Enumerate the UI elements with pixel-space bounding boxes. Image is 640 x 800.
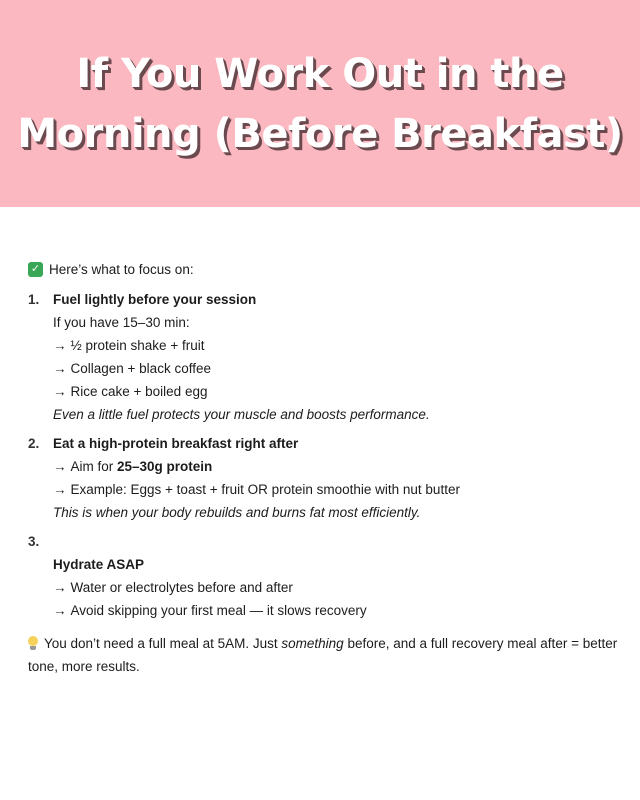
arrow-icon: → (53, 361, 67, 376)
article-body (28, 258, 628, 678)
arrow-icon: → (53, 338, 67, 353)
intro-text: Here’s what to focus on: (49, 262, 194, 277)
title-banner (0, 0, 640, 207)
list-item-2 (28, 432, 628, 524)
item-title: Fuel lightly before your session (53, 292, 257, 307)
page-title (17, 44, 622, 164)
item-number: 3. (28, 534, 40, 549)
bullet-text: Example: Eggs + toast + fruit OR protein smoothie with nut butter (70, 482, 460, 497)
check-mark-icon: ✓ (28, 262, 43, 277)
tip-text-2: before, and a full recovery meal after = better tone, more results. (28, 636, 618, 674)
title-line-2: Morning (Before Breakfast) (17, 110, 623, 157)
item-number: 1. (28, 292, 40, 307)
item-note: Even a little fuel protects your muscle and boosts performance. (53, 407, 430, 422)
arrow-icon: → (53, 384, 67, 399)
item-note: This is when your body rebuilds and burns fat most efficiently. (53, 505, 421, 520)
tip-emphasis: something (281, 636, 344, 651)
bullet-text: Rice cake + boiled egg (70, 384, 208, 399)
item-title: Eat a high-protein breakfast right after (53, 436, 299, 451)
bullet-line (53, 576, 628, 599)
item-spacer (53, 530, 628, 553)
item-number: 2. (28, 436, 40, 451)
protein-target: 25–30g protein (117, 459, 213, 474)
title-line-1: If You Work Out in the (76, 50, 564, 97)
item-lead: If you have 15–30 min: (53, 315, 190, 330)
item-title: Hydrate ASAP (53, 557, 145, 572)
bullet-line (53, 455, 628, 478)
arrow-icon: → (53, 482, 67, 497)
bullet-line (53, 478, 628, 501)
bullet-line (53, 357, 628, 380)
intro-line (28, 258, 628, 281)
bullet-text: ½ protein shake + fruit (70, 338, 205, 353)
bullet-line (53, 599, 628, 622)
tip-paragraph (28, 632, 628, 678)
tip-text-1: You don’t need a full meal at 5AM. Just (44, 636, 282, 651)
bullet-line (53, 334, 628, 357)
bullet-text: Water or electrolytes before and after (70, 580, 293, 595)
arrow-icon: → (53, 603, 67, 618)
bullet-text: Avoid skipping your first meal — it slows recovery (70, 603, 367, 618)
arrow-icon: → (53, 580, 67, 595)
list-item-1 (28, 288, 628, 426)
bullet-text: Collagen + black coffee (70, 361, 211, 376)
list-item-3 (28, 530, 628, 622)
bullet-text: Aim for (70, 459, 118, 474)
bullet-line (53, 380, 628, 403)
lightbulb-icon (28, 636, 38, 650)
arrow-icon: → (53, 459, 67, 474)
